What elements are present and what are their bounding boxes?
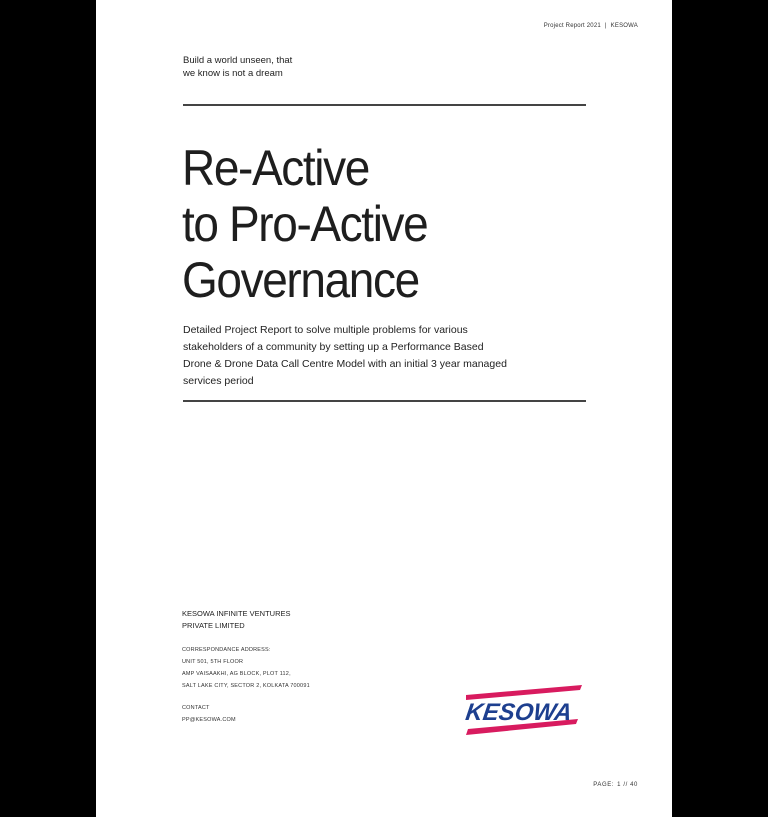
address-label: CORRESPONDANCE ADDRESS: xyxy=(182,647,271,653)
contact-email[interactable]: PP@KESOWA.COM xyxy=(182,717,236,723)
company-line-2: PRIVATE LIMITED xyxy=(182,621,245,630)
report-label: Project Report 2021 xyxy=(543,23,601,29)
company-name xyxy=(182,608,322,632)
document-page xyxy=(96,0,672,817)
address-line: UNIT 501, 5TH FLOOR xyxy=(182,659,244,665)
tagline-line-2: we know is not a dream xyxy=(183,68,283,79)
company-line-1: KESOWA INFINITE VENTURES xyxy=(182,609,291,618)
title-line-2: to Pro-Active xyxy=(182,196,428,252)
title-line-3: Governance xyxy=(182,252,419,308)
logo-text: KESOWA xyxy=(464,699,575,726)
header-brand: KESOWA xyxy=(610,23,638,29)
top-divider xyxy=(183,104,586,106)
page-title xyxy=(182,140,427,308)
address-line: SALT LAKE CITY, SECTOR 2, KOLKATA 700091 xyxy=(182,683,310,689)
header-separator: | xyxy=(604,23,607,29)
report-description: Detailed Project Report to solve multiple problems for various stakeholders of a community by setting up a Performance Based Drone & Drone Data Call Centre Model with an initial 3 year managed services period xyxy=(183,324,507,387)
address-line: AMP VAISAAKHI, AG BLOCK, PLOT 112, xyxy=(182,671,291,677)
tagline-line-1: Build a world unseen, that xyxy=(183,55,293,66)
kesowa-logo xyxy=(464,683,586,739)
page-number-label: PAGE: xyxy=(593,782,615,788)
tagline xyxy=(183,54,343,80)
logo-top-band xyxy=(466,685,582,700)
page-number-value: 1 // 40 xyxy=(617,782,638,788)
page-header xyxy=(544,23,638,29)
title-line-1: Re-Active xyxy=(182,140,369,196)
contact-label: CONTACT xyxy=(182,705,210,711)
page-number xyxy=(593,782,638,788)
bottom-divider xyxy=(183,400,586,402)
